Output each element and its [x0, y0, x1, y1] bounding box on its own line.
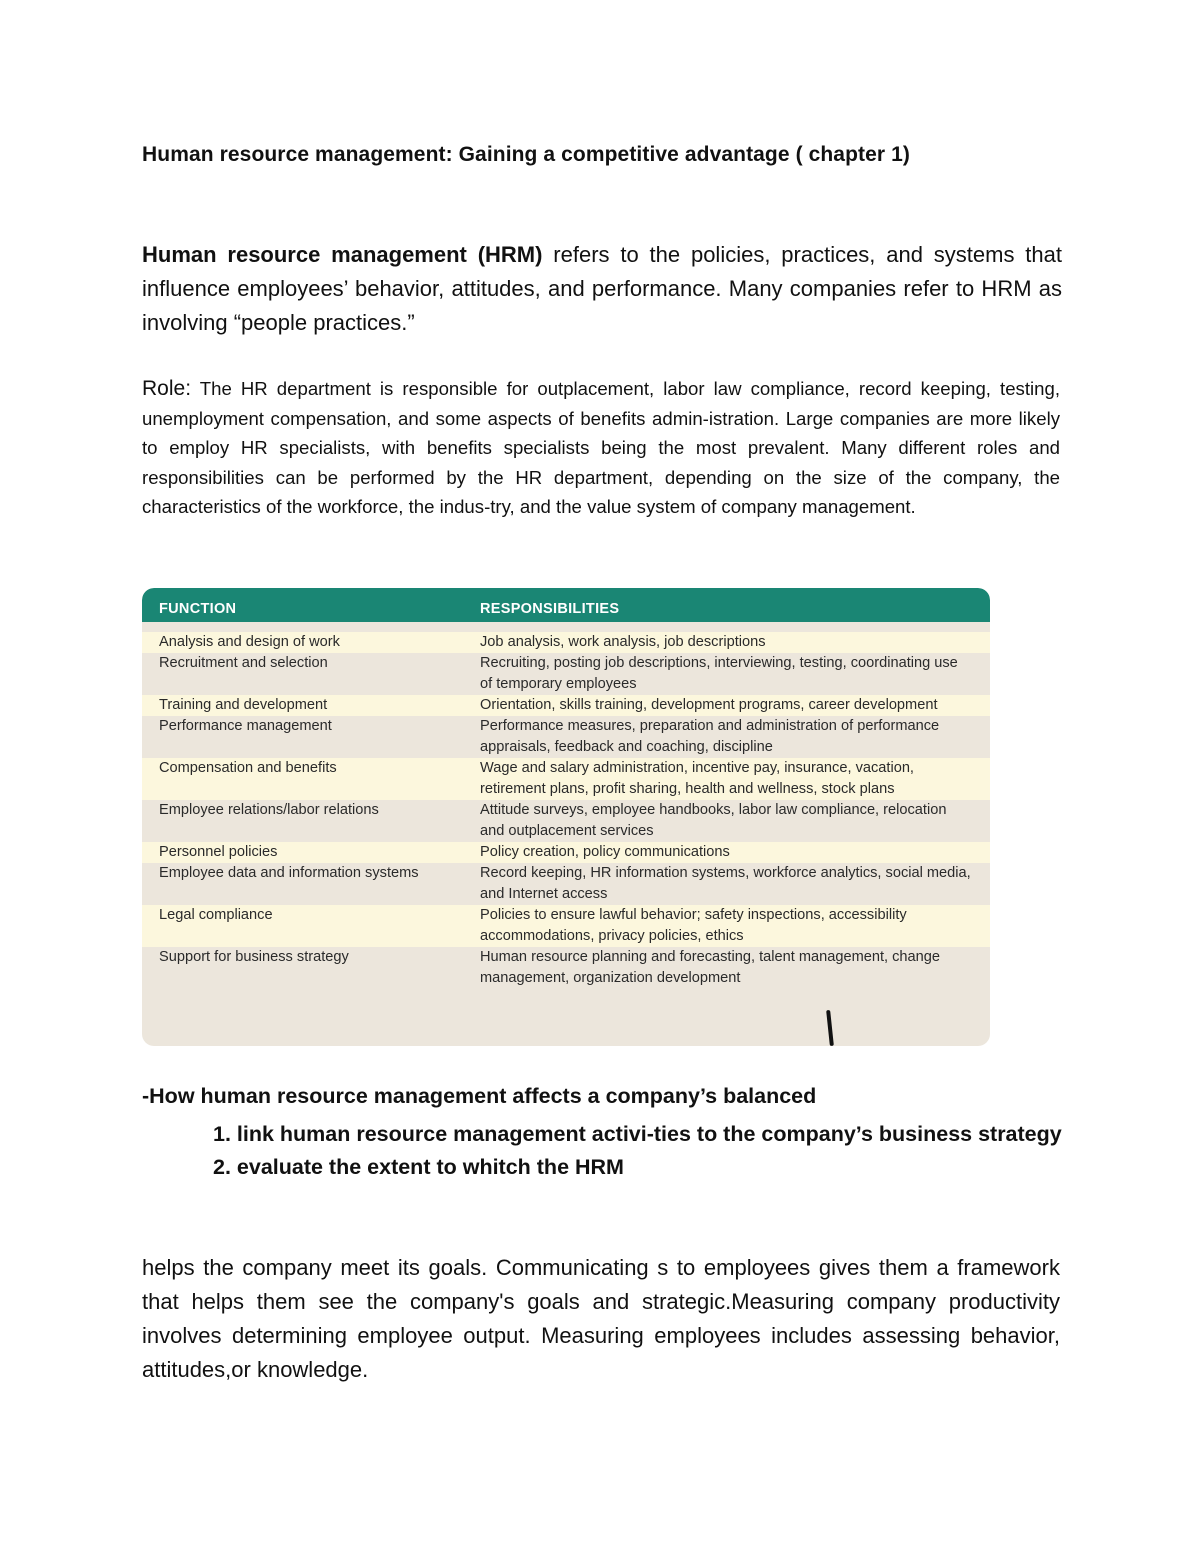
function-cell: Support for business strategy [159, 949, 349, 965]
table-row [142, 842, 990, 863]
responsibilities-cell: Human resource planning and forecasting, talent management, change management, organization development [480, 949, 940, 986]
responsibilities-cell: Record keeping, HR information systems, workforce analytics, social media, and Internet access [480, 865, 971, 902]
document-title: Human resource management: Gaining a competitive advantage ( chapter 1) [142, 143, 910, 166]
table-body [142, 632, 990, 989]
function-cell: Employee data and information systems [159, 865, 419, 881]
table-row [142, 632, 990, 653]
role-paragraph [142, 374, 1060, 522]
table-row [142, 947, 990, 989]
table-row [142, 905, 990, 947]
step-item: 1. link human resource management activi-ties to the company’s business strategy [213, 1122, 1062, 1146]
table-row [142, 800, 990, 842]
table-row [142, 695, 990, 716]
step-item: 2. evaluate the extent to whitch the HRM [213, 1155, 624, 1179]
steps-list [213, 1118, 1063, 1184]
hrm-definition-paragraph [142, 238, 1062, 340]
hrm-term: Human resource management (HRM) [142, 242, 543, 267]
hr-functions-table [142, 588, 990, 1046]
responsibilities-cell: Orientation, skills training, development programs, career development [480, 697, 938, 713]
closing-paragraph: helps the company meet its goals. Communicating s to employees gives them a framework that helps them see the company's goals and strategic.Measuring company productivity involves determining employee output. Measuring employees includes assessing behavior, attitudes,or knowledge. [142, 1255, 1060, 1382]
table-row [142, 758, 990, 800]
responsibilities-cell: Attitude surveys, employee handbooks, labor law compliance, relocation and outplacement services [480, 802, 947, 839]
balanced-heading: -How human resource management affects a company’s balanced [142, 1084, 817, 1108]
table-spacer [142, 622, 990, 632]
responsibilities-cell: Job analysis, work analysis, job descriptions [480, 634, 766, 650]
hrm-definition-text: refers to the policies, practices, and systems that influence employees’ behavior, attitudes, and performance. Many companies refer to HRM as involving “people practices.” [142, 242, 1062, 335]
role-label: Role: [142, 377, 192, 400]
responsibilities-cell: Policy creation, policy communications [480, 844, 730, 860]
table-header [142, 588, 990, 622]
table-row [142, 863, 990, 905]
table-row [142, 653, 990, 695]
role-text: The HR department is responsible for outplacement, labor law compliance, record keeping, testing, unemployment compensation, and some aspects of benefits admin-istration. Large companies are more likely to employ HR specialists, with benefits specialists being the most prevalent. Many different roles and responsibilities can be performed by the HR department, depending on the size of the company, the characteristics of the workforce, the indus-try, and the value system of company management. [142, 378, 1060, 517]
function-cell: Performance management [159, 718, 332, 734]
function-cell: Personnel policies [159, 844, 278, 860]
header-function: FUNCTION [159, 601, 237, 617]
responsibilities-cell: Wage and salary administration, incentive pay, insurance, vacation, retirement plans, profit sharing, health and wellness, stock plans [480, 760, 914, 797]
function-cell: Compensation and benefits [159, 760, 337, 776]
responsibilities-cell: Recruiting, posting job descriptions, interviewing, testing, coordinating use of temporary employees [480, 655, 958, 692]
function-cell: Analysis and design of work [159, 634, 340, 650]
responsibilities-cell: Performance measures, preparation and administration of performance appraisals, feedback and coaching, discipline [480, 718, 940, 755]
table-row [142, 716, 990, 758]
function-cell: Recruitment and selection [159, 655, 328, 671]
function-cell: Training and development [159, 697, 328, 713]
responsibilities-cell: Policies to ensure lawful behavior; safety inspections, accessibility accommodations, privacy policies, ethics [480, 907, 907, 944]
function-cell: Employee relations/labor relations [159, 802, 379, 818]
header-responsibilities: RESPONSIBILITIES [480, 601, 620, 617]
function-cell: Legal compliance [159, 907, 273, 923]
